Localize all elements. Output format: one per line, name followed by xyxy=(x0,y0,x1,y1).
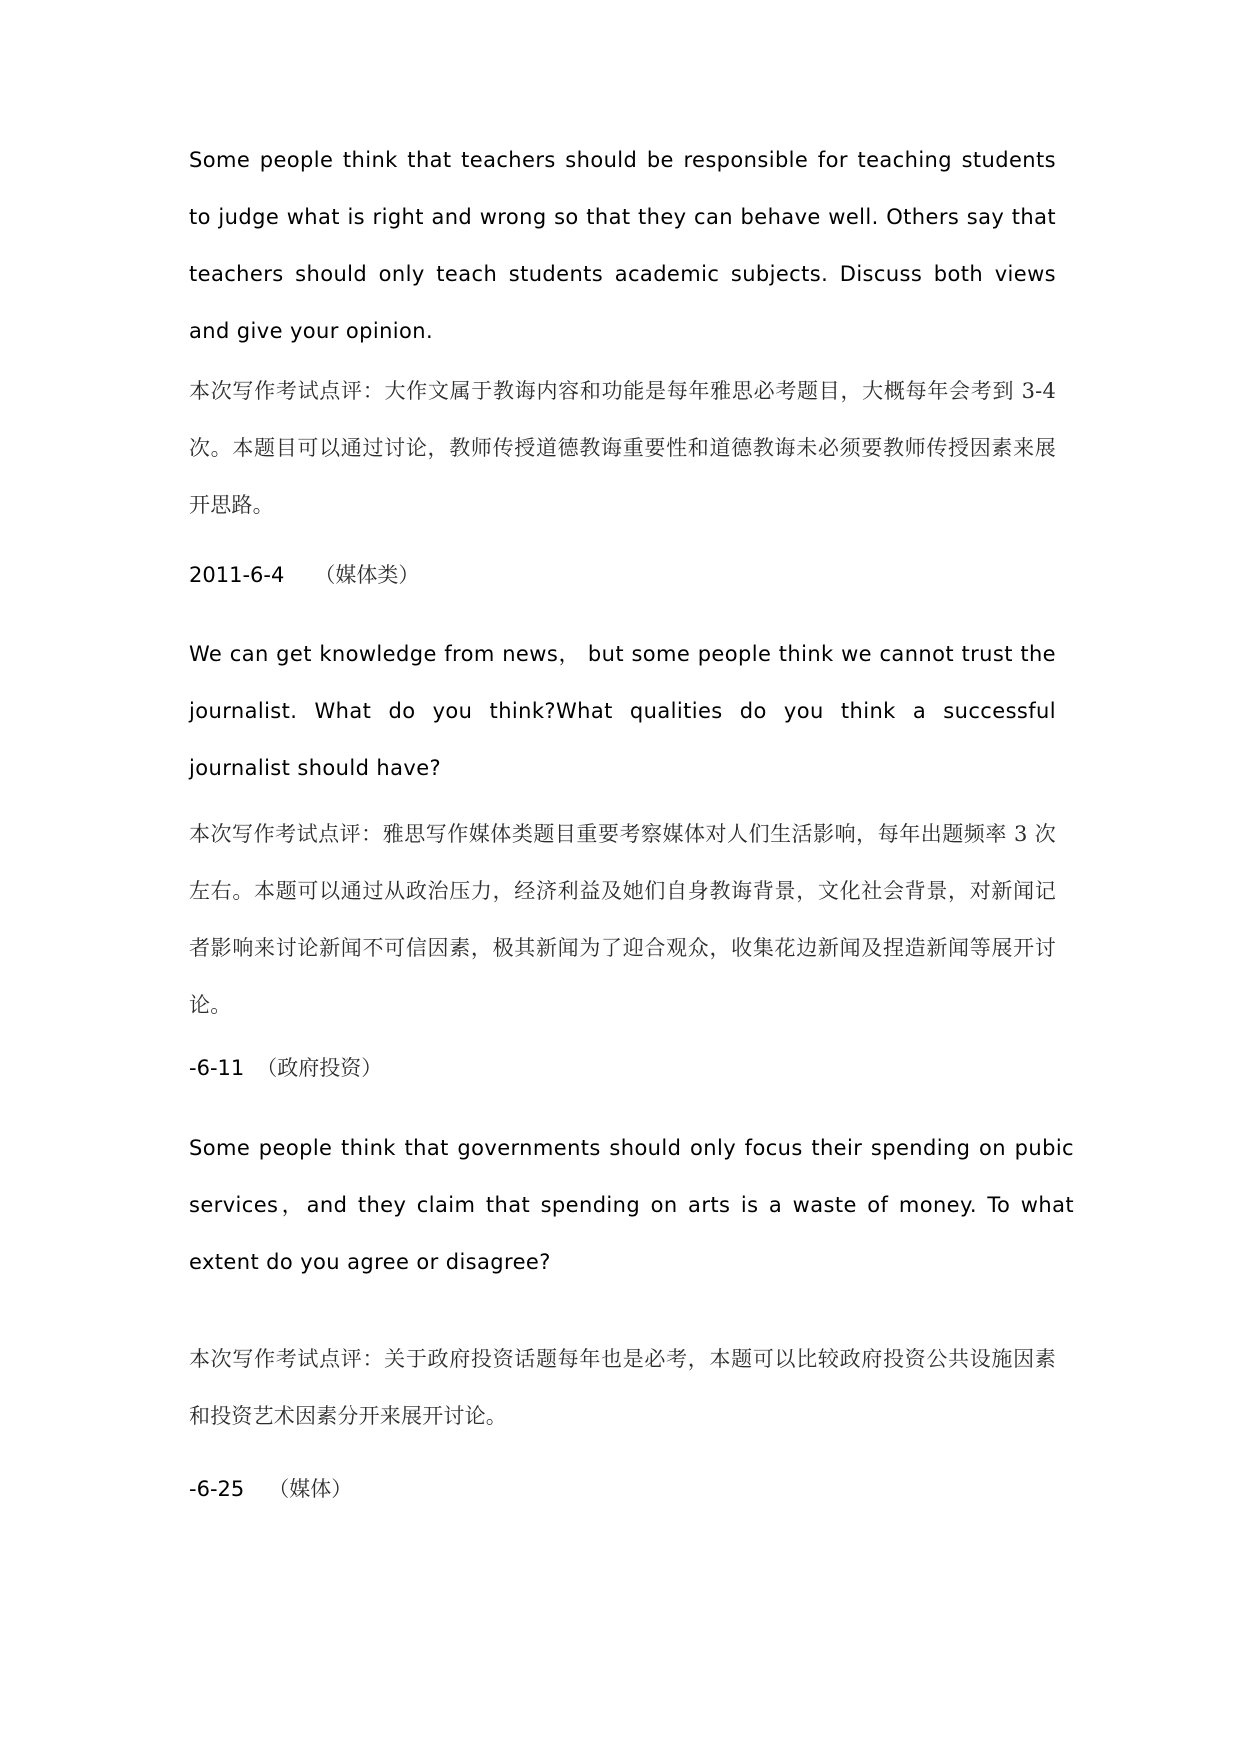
heading-category: （媒体类） xyxy=(314,563,420,587)
essay-prompt-government-spending: Some people think that governments should only focus their spending on pubic services，and they claim that spending on arts is a waste of money. To what extent do you agree or disagree? xyxy=(189,1136,1074,1274)
heading-date: 2011-6-4 xyxy=(189,563,285,587)
essay-prompt-journalists: We can get knowledge from news， but some people think we cannot trust the journalist. What do you think?What qualities do you think a successful journalist should have? xyxy=(189,642,1056,780)
essay-prompt-teachers: Some people think that teachers should be responsible for teaching students to judge what is right and wrong so that they can behave well. Others say that teachers should only teach students academic subjects. Discuss both views and give your opinion. xyxy=(189,148,1056,343)
exam-commentary-media: 本次写作考试点评：雅思写作媒体类题目重要考察媒体对人们生活影响，每年出题频率 3 次左右。本题可以通过从政治压力，经济利益及她们自身教诲背景，文化社会背景，对新闻记者影响来讨论新闻不可信因素，极其新闻为了迎合观众，收集花边新闻及捏造新闻等展开讨论。 xyxy=(189,822,1056,1017)
section-heading-2011-6-4 xyxy=(189,560,1056,590)
section-heading-6-11 xyxy=(189,1053,1056,1083)
heading-date: -6-25 xyxy=(189,1477,245,1501)
heading-category: （政府投资） xyxy=(256,1056,383,1080)
exam-commentary-teachers: 本次写作考试点评：大作文属于教诲内容和功能是每年雅思必考题目，大概每年会考到 3-4 次。本题目可以通过讨论，教师传授道德教诲重要性和道德教诲未必须要教师传授因素来展开思路。 xyxy=(189,379,1056,517)
heading-category: （媒体） xyxy=(268,1477,353,1501)
exam-commentary-government: 本次写作考试点评：关于政府投资话题每年也是必考，本题可以比较政府投资公共设施因素和投资艺术因素分开来展开讨论。 xyxy=(189,1347,1056,1428)
section-heading-6-25 xyxy=(189,1474,1056,1504)
heading-date: -6-11 xyxy=(189,1056,245,1080)
